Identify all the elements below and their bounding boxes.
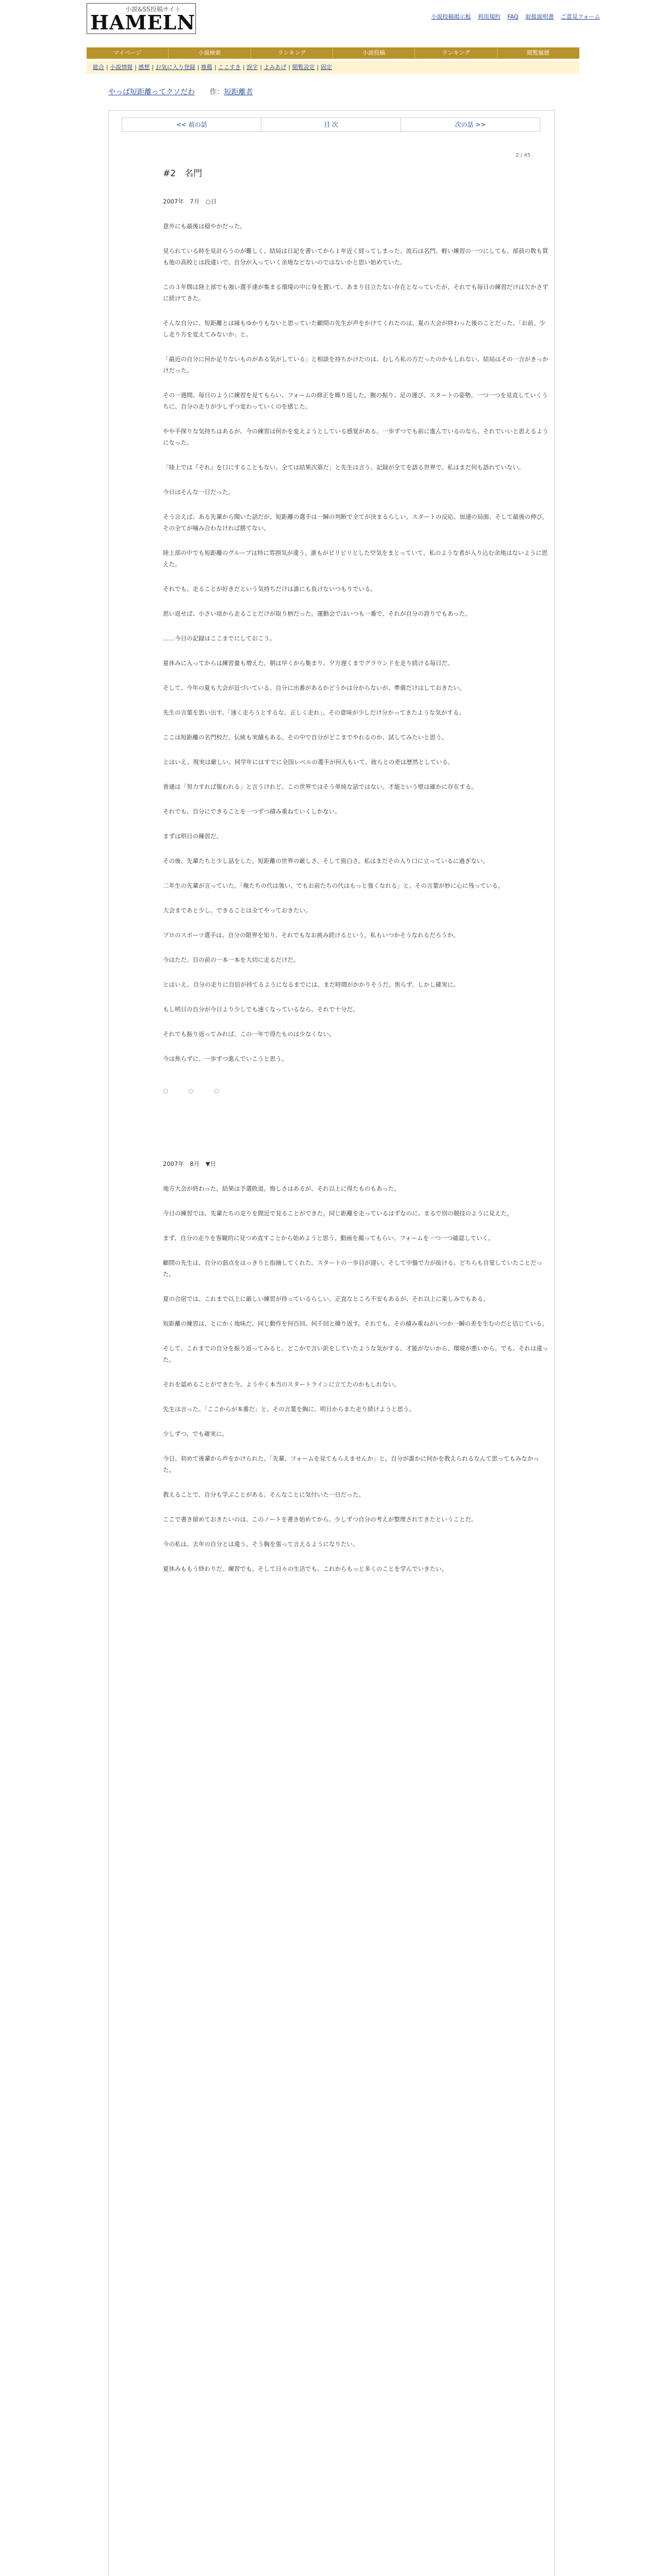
- paragraph: この３年間は陸上部でも強い選手達が集まる環境の中に身を置いて、あまり目立たない存在となっていたが、それでも毎日の練習だけは欠かさずに続けてきた。: [163, 283, 549, 302]
- nav-item[interactable]: 小説検索: [169, 47, 251, 59]
- novel-title-bar: [108, 87, 557, 97]
- paragraph: それでも、走ることが好きだという気持ちだけは誰にも負けないつもりでいる。: [163, 585, 376, 592]
- header-link[interactable]: ご意見フォーム: [560, 13, 600, 20]
- paragraph: 見られている時を見計らうのが難しく、結局は日記を書いてから１年近く経ってしまった。流石は名門、軽い練習の一つにしても、部員の数も質も他の高校とは段違いで、自分が入っていく余地などないのではないかと思い始めていた。: [163, 247, 549, 266]
- paragraph: 今はただ、目の前の一本一本を大切に走るだけだ。: [163, 956, 300, 963]
- page-number: 2 / 45: [516, 152, 531, 158]
- nav-item[interactable]: ランキング: [415, 47, 497, 59]
- novel-subnav: 総合 | 小説情報 | 感想 | お気に入り登録 | 推薦 | ここすき | 誤字 | よみあげ | 閲覧設定 | 固定: [87, 61, 580, 74]
- paragraph: ……今日の記録はここまでにしておこう。: [163, 635, 276, 642]
- nav-item[interactable]: 閲覧履歴: [498, 47, 580, 59]
- paragraph: とはいえ、現実は厳しい。同学年にはすでに全国レベルの選手が何人もいて、彼らとの差は歴然としている。: [163, 758, 454, 766]
- paragraph: もし明日の自分が今日より少しでも速くなっているなら、それで十分だ。: [163, 1006, 359, 1013]
- paragraph: 今は焦らずに、一歩ずつ進んでいこうと思う。: [163, 1055, 288, 1062]
- paragraph: プロのスポーツ選手は、自分の限界を知り、それでもなお挑み続けるという。私もいつかそうなれるだろうか。: [163, 931, 459, 939]
- paragraph: 地方大会が終わった。結果は予選敗退。悔しさはあるが、それ以上に得たものもあった。: [163, 1185, 400, 1192]
- paragraph: 陸上部の中でも短距離のグループは特に雰囲気が違う。誰もがピリピリとした空気をまとっていて、私のような者が入り込む余地はないように思えた。: [163, 549, 548, 568]
- paragraph: 夏休みに入ってからは練習量も増えた。朝は早くから集まり、夕方遅くまでグラウンドを走り続ける毎日だ。: [163, 659, 454, 667]
- paragraph: 夏の合宿では、これまで以上に厳しい練習が待っているらしい。正直なところ不安もあるが、それ以上に楽しみでもある。: [163, 1295, 489, 1302]
- paragraph: 夏休みももう終わりだ。練習でも、そして日々の生活でも、これからもっと多くのことを学んでいきたい。: [163, 1565, 448, 1572]
- subnav-link[interactable]: よみあげ: [263, 64, 287, 71]
- paragraph: そんな自分に、短距離とは縁もゆかりもないと思っていた顧問の先生が声をかけてくれたのは、夏の大会が終わった後のことだった。「お前、少し走り方を変えてみないか」と。: [163, 319, 545, 338]
- subnav-link[interactable]: 感想: [138, 64, 150, 71]
- subnav-link[interactable]: ここすき: [218, 64, 241, 71]
- logo-tagline: 小説&SS投稿サイト: [125, 6, 181, 13]
- subnav-link[interactable]: 総合: [93, 64, 104, 71]
- paragraph: 2007年 7月 ○日: [163, 198, 217, 205]
- site-header: [0, 0, 662, 36]
- paragraph: まず、自分の走りを客観的に見つめ直すことから始めようと思う。動画を撮ってもらい、フォームを一つ一つ確認していく。: [163, 1234, 494, 1242]
- header-link[interactable]: 取扱説明書: [525, 13, 554, 20]
- paragraph: それを認めることができた今、ようやく本当のスタートラインに立てたのかもしれない。: [163, 1381, 400, 1388]
- paragraph: 「最近の自分に何か足りないものがある気がしている」と相談を持ちかけたのは、むしろ私の方だったのかもしれない。結局はその一言がきっかけだった。: [163, 355, 549, 374]
- paragraph: それでも、自分にできることを一つずつ積み重ねていくしかない。: [163, 808, 341, 815]
- paragraph: とはいえ、自分の走りに自信が持てるようになるまでには、まだ時間がかかりそうだ。焦らず、しかし確実に。: [163, 981, 459, 988]
- paragraph: 顧問の先生は、自分の弱点をはっきりと指摘してくれた。スタートの一歩目が遅い。そして中盤で力が抜ける。どちらも自覚していたことだった。: [163, 1259, 542, 1278]
- paragraph: ここで書き留めておきたいのは、このノートを書き始めてから、少しずつ自分の考えが整理されてきたということだ。: [163, 1516, 477, 1523]
- site-logo[interactable]: [87, 3, 196, 34]
- author-label: 作：: [209, 88, 224, 96]
- paragraph: 少しずつ、でも確実に。: [163, 1430, 228, 1437]
- subnav-link[interactable]: 閲覧設定: [292, 64, 315, 71]
- paragraph: 今の私は、去年の自分とは違う。そう胸を張って言えるようになりたい。: [163, 1540, 359, 1548]
- main-nav: [87, 47, 580, 59]
- paragraph: 先生は言った。「ここからが本番だ」と。その言葉を胸に、明日からまた走り続けようと思う。: [163, 1405, 415, 1413]
- author-block: [209, 88, 253, 96]
- subnav-link[interactable]: 固定: [320, 64, 332, 71]
- paragraph: 先生の言葉を思い出す。「速く走ろうとするな。正しく走れ」。その意味が少しだけ分かってきたような気がする。: [163, 709, 465, 716]
- paragraph: 今日はそんな一日だった。: [163, 488, 234, 496]
- chapter-pager: [122, 117, 540, 132]
- subnav-link[interactable]: 小説情報: [110, 64, 133, 71]
- paragraph: 今日の練習では、先輩たちの走りを間近で見ることができた。同じ距離を走っているはずなのに、まるで別の競技のように見えた。: [163, 1210, 513, 1217]
- subnav-link[interactable]: お気に入り登録: [155, 64, 195, 71]
- author-link[interactable]: 短距離者: [224, 88, 253, 96]
- nav-item[interactable]: ランキング: [251, 47, 333, 59]
- paragraph: ここは短距離の名門校だ。伝統も実績もある。その中で自分がどこまでやれるのか、試してみたいと思う。: [163, 734, 448, 741]
- paragraph: その一週間、毎日のように練習を見てもらい、フォームの修正を繰り返した。腕の振り、足の運び、スタートの姿勢。一つ一つを見直していくうちに、自分の走りが少しずつ変わっていくのを感じた。: [163, 392, 548, 410]
- paragraph: 大会まであと少し。できることは全てやっておきたい。: [163, 907, 311, 914]
- next-chapter-link[interactable]: 次の話 >>: [455, 121, 486, 128]
- header-link[interactable]: 利用規約: [477, 13, 501, 20]
- paragraph: 意外にも最後は穏やかだった。: [163, 223, 246, 230]
- toc-link[interactable]: 目 次: [261, 118, 401, 131]
- subnav-link[interactable]: 推薦: [201, 64, 212, 71]
- paragraph: 教えることで、自分も学ぶことがある。そんなことに気付いた一日だった。: [163, 1491, 365, 1498]
- paragraph: そして、今年の夏も大会が近づいている。自分に出番があるかどうかは分からないが、準備だけはしておきたい。: [163, 684, 466, 691]
- paragraph: その後、先輩たちと少し話をした。短距離の世界の厳しさ、そして面白さ。私はまだその入り口に立っているに過ぎない。: [163, 857, 489, 865]
- paragraph: 思い返せば、小さい頃から走ることだけが取り柄だった。運動会ではいつも一番で、それが自分の誇りでもあった。: [163, 610, 471, 617]
- chapter-body: [163, 196, 551, 1588]
- nav-item[interactable]: 小説投稿: [333, 47, 415, 59]
- novel-title[interactable]: やっぱ短距離ってクソだわ: [108, 88, 195, 96]
- prev-chapter-link[interactable]: << 前の話: [122, 118, 261, 131]
- paragraph: そう言えば、ある先輩から聞いた話だが、短距離の選手は一瞬の判断で全てが決まるらしい。スタートの反応、加速の局面、そして最後の伸び。その全てが噛み合わなければ勝てない。: [163, 513, 549, 532]
- paragraph: 普通は「努力すれば報われる」と言うけれど、この世界ではそう単純な話ではない。才能という壁は確かに存在する。: [163, 783, 477, 790]
- logo-text: HAMELN: [90, 11, 195, 34]
- paragraph: 短距離の練習は、とにかく地味だ。同じ動作を何百回、何千回と繰り返す。それでも、その積み重ねがいつか一瞬の差を生むのだと信じている。: [163, 1320, 548, 1327]
- paragraph: そして、これまでの自分を振り返ってみると、どこかで言い訳をしていたような気がする。才能がないから、環境が悪いから。でも、それは違った。: [163, 1345, 549, 1363]
- paragraph: まずは明日の練習だ。: [163, 833, 222, 840]
- paragraph: やや手探りな気持ちはあるが、今の練習は何かを変えようとしている感覚がある。一歩ずつでも前に進んでいるのなら、それでいいと思えるようになった。: [163, 428, 549, 446]
- subnav-link[interactable]: 誤字: [246, 64, 258, 71]
- paragraph: 2007年 8月 ▼日: [163, 1160, 216, 1167]
- paragraph: 「陸上では『それ』を口にすることもない。全ては結果次第だ」と先生は言う。記録が全てを語る世界で、私はまだ何も語れていない。: [163, 464, 525, 471]
- header-links: [426, 12, 600, 21]
- chapter-title: #2 名門: [163, 168, 203, 179]
- header-link[interactable]: FAQ: [507, 13, 519, 20]
- paragraph: それでも振り返ってみれば、この一年で得たものは少なくない。: [163, 1030, 335, 1038]
- nav-item[interactable]: マイページ: [87, 47, 169, 59]
- header-link[interactable]: 小説投稿掲示板: [431, 13, 471, 20]
- paragraph: 今日、初めて後輩から声をかけられた。「先輩、フォームを見てもらえませんか」と。自分が誰かに何かを教えられるなんて思ってもみなかった。: [163, 1455, 539, 1473]
- paragraph: ○ ○ ○: [163, 1087, 227, 1094]
- paragraph: 二年生の先輩が言っていた。「俺たちの代は強い。でもお前たちの代はもっと強くなれる」と。その言葉が妙に心に残っている。: [163, 882, 504, 889]
